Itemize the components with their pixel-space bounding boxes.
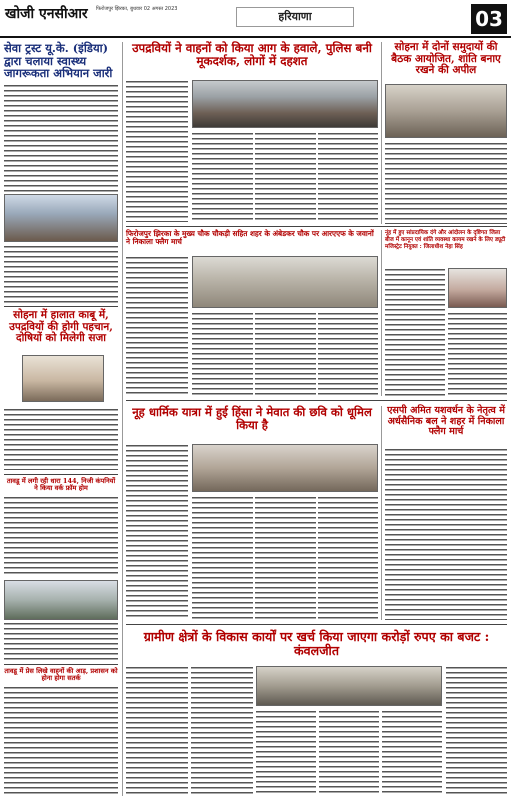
story-text-7d bbox=[318, 496, 378, 620]
headline-sp-flag-march: एसपी अमित यशवर्धन के नेतृत्व में अर्धसैनिक बल ने शहर में निकाला फ्लैग मार्च bbox=[387, 405, 505, 438]
headline-health-campaign: सेवा ट्रस्ट यू.के. (इंडिया) द्वारा चलाया स्वास्थ्य जागरूकता अभियान जारी bbox=[4, 41, 113, 81]
headline-sohna-control: सोहना में हालात काबू में, उपद्रवियों की होगी पहचान, दोषियों को मिलेगी सजा bbox=[9, 309, 113, 345]
story-text-9b bbox=[4, 622, 118, 660]
masthead: खोजी एनसीआर bbox=[5, 6, 88, 22]
story-text-11 bbox=[4, 686, 118, 796]
story-text-1b bbox=[4, 245, 118, 303]
photo-mewat-meeting bbox=[192, 444, 378, 492]
story-text-7c bbox=[255, 496, 316, 620]
headline-duty-magistrate: नूंह में हुए सांप्रदायिक दंगे और आंदोलन के दृष्टिगत जिला बीज में कानून एवं शांति व्यवस्था कायम रखने के लिए ड्यूटी मजिस्ट्रेट नियुक्त : जिलाधीश नेहा सिंह bbox=[385, 230, 506, 250]
story-text-7b bbox=[192, 496, 253, 620]
photo-tauru bbox=[4, 580, 118, 620]
headline-rural-budget: ग्रामीण क्षेत्रों के विकास कार्यों पर खर्च किया जाएगा करोड़ों रुपए का बजट : कंवलजीत bbox=[143, 629, 490, 658]
story-text-6b bbox=[448, 312, 507, 396]
story-text-10b bbox=[191, 666, 253, 796]
story-text-8 bbox=[385, 448, 507, 620]
story-text-2a bbox=[126, 80, 188, 222]
photo-sohna-meeting bbox=[385, 84, 507, 138]
page-number: 03 bbox=[471, 4, 507, 34]
headline-flag-march-ferozpur: फिरोजपुर झिरका के मुख्य चौक चौकड़ी सहित शहर के अंबेडकर चौक पर आरएएफ के जवानों ने निकाला फ्लैग मार्च bbox=[126, 229, 374, 247]
story-text-7a bbox=[126, 444, 188, 620]
story-text-9 bbox=[4, 496, 118, 576]
story-text-2b bbox=[192, 132, 253, 222]
page-header bbox=[0, 0, 511, 38]
story-text-10f bbox=[446, 666, 507, 796]
headline-tauru-144: तावडू में लगी रही धारा 144, निजी कंपनियों ने किया वर्क फ्रॉम होम bbox=[6, 477, 116, 493]
photo-official bbox=[22, 355, 104, 402]
photo-dm-neha-singh bbox=[448, 268, 507, 308]
story-text-2c bbox=[255, 132, 316, 222]
story-text-1 bbox=[4, 84, 118, 192]
photo-flag-march bbox=[192, 256, 378, 308]
headline-sohna-meeting: सोहना में दोनों समुदायों की बैठक आयोजित, शांति बनाए रखने की अपील bbox=[391, 41, 501, 77]
section-title: हरियाणा bbox=[236, 7, 354, 27]
story-text-4 bbox=[4, 408, 118, 470]
story-text-5d bbox=[318, 312, 378, 396]
photo-health-camp bbox=[4, 194, 118, 242]
story-text-10a bbox=[126, 666, 188, 796]
story-text-3 bbox=[385, 142, 507, 224]
headline-mewat-image: नूह धार्मिक यात्रा में हुई हिंसा ने मेवात की छवि को धूमिल किया है bbox=[132, 405, 372, 432]
photo-kanwaljeet bbox=[256, 666, 442, 706]
headline-tauru-press: तावडू में प्रेस लिखे वाहनों की आड़, प्रशासन को होना होगा सतर्क bbox=[4, 667, 118, 683]
story-text-10d bbox=[319, 710, 379, 796]
story-text-5c bbox=[255, 312, 316, 396]
story-text-6a bbox=[385, 268, 445, 396]
photo-burning-vehicles bbox=[192, 80, 378, 128]
headline-vehicles-fire: उपद्रवियों ने वाहनों को किया आग के हवाले, पुलिस बनी मूकदर्शक, लोगों में दहशत bbox=[132, 41, 372, 68]
story-text-10c bbox=[256, 710, 316, 796]
story-text-5b bbox=[192, 312, 253, 396]
story-text-10e bbox=[382, 710, 442, 796]
story-text-2d bbox=[318, 132, 378, 222]
story-text-5a bbox=[126, 256, 188, 396]
issue-meta: फिरोजपुर झिरका, बुधवार 02 अगस्त 2023 bbox=[96, 6, 178, 12]
